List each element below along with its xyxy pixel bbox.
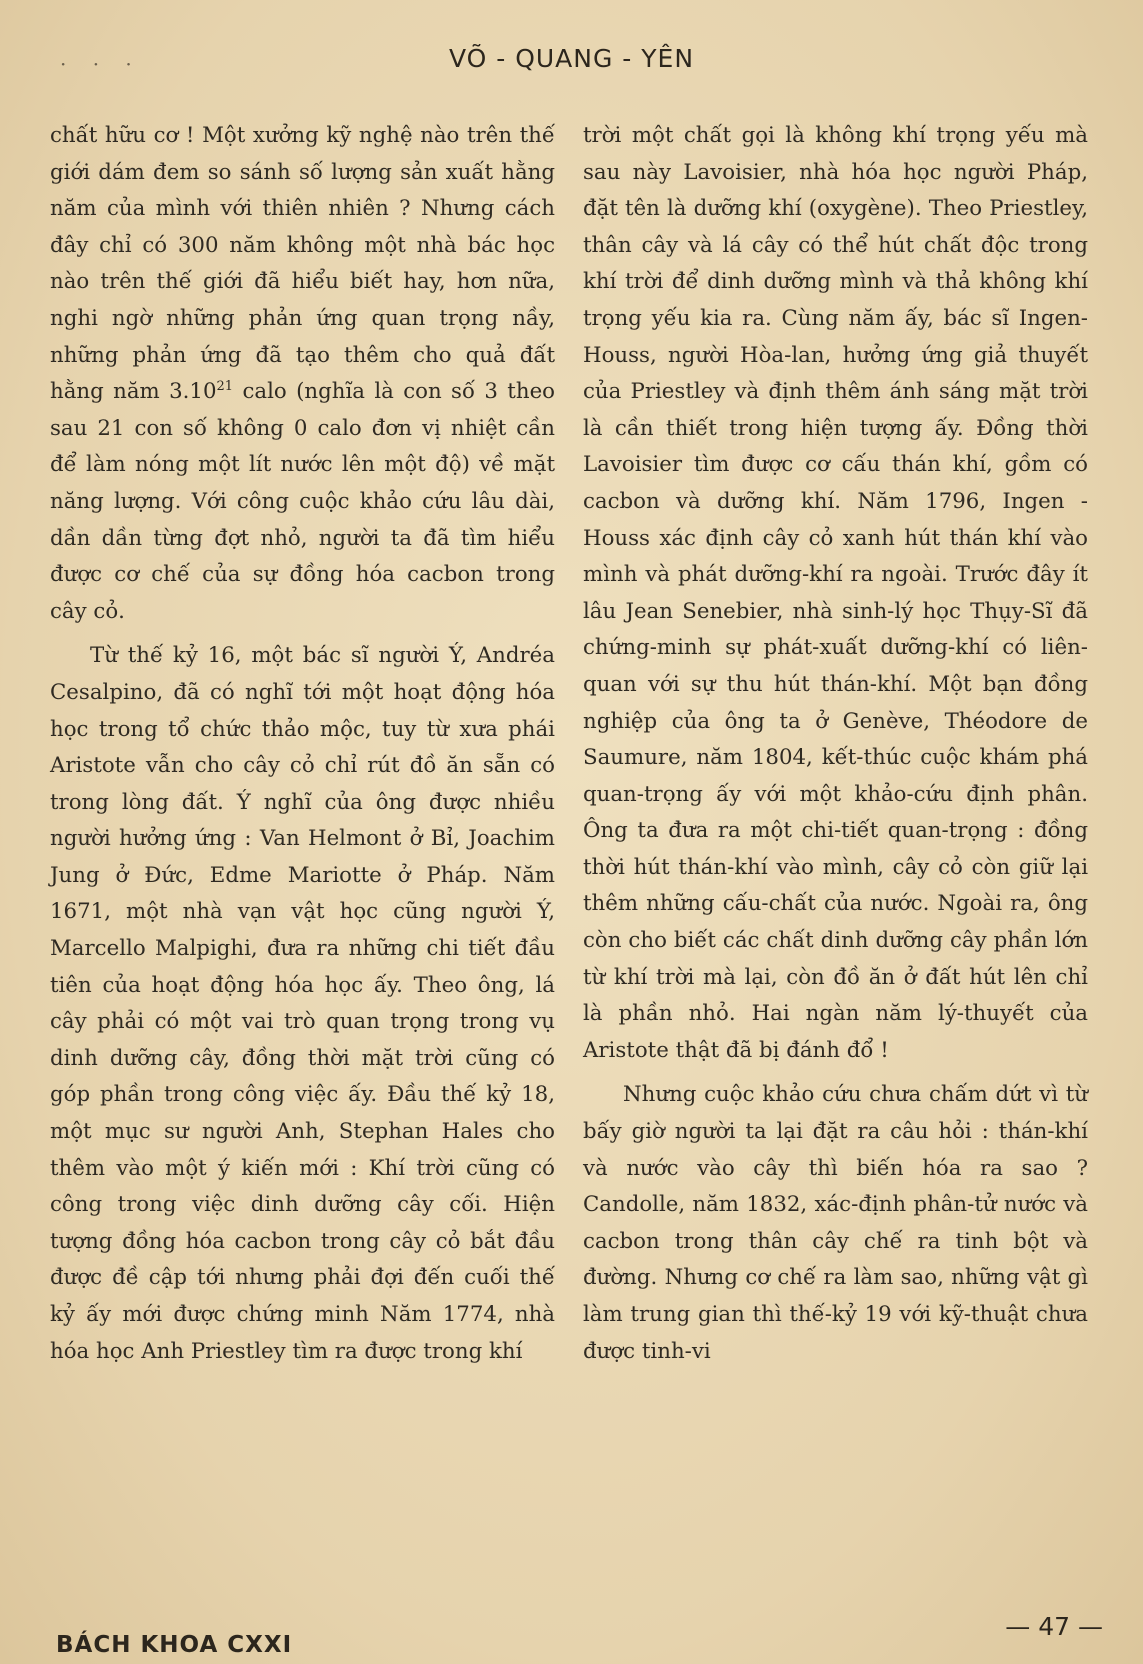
- left-paragraph-1: [50, 118, 555, 630]
- left-paragraph-1-text: chất hữu cơ ! Một xưởng kỹ nghệ nào trên thế giới dám đem so sánh số lượng sản xuất hằng năm của mình với thiên nhiên ? Nhưng cách đây chỉ có 300 năm không một nhà bác học nào trên thế giới đã hiểu biết hay, hơn nữa, nghi ngờ những phản ứng quan trọng nầy, những phản ứng đã tạo thêm cho quả đất hằng năm 3.10: [50, 123, 555, 405]
- right-paragraph-2: Nhưng cuộc khảo cứu chưa chấm dứt vì từ bấy giờ người ta lại đặt ra câu hỏi : thán-khí và nước vào cây thì biến hóa ra sao ? Candolle, năm 1832, xác-định phân-tử nước và cacbon trong thân cây chế ra tinh bột và đường. Nhưng cơ chế ra làm sao, những vật gì làm trung gian thì thế-kỷ 19 với kỹ-thuật chưa được tinh-vi: [583, 1082, 1088, 1364]
- magazine-issue: BÁCH KHOA CXXI: [56, 1632, 293, 1658]
- left-paragraph-1-end: calo (nghĩa là con số 3 theo sau 21 con số không 0 calo đơn vị nhiệt cần để làm nóng một lít nước lên một độ) về mặt năng lượng. Với công cuộc khảo cứu lâu dài, dần dần từng đợt nhỏ, người ta đã tìm hiểu được cơ chế của sự đồng hóa cacbon trong cây cỏ.: [50, 379, 555, 624]
- left-paragraph-2: Từ thế kỷ 16, một bác sĩ người Ý, Andréa Cesalpino, đã có nghĩ tới một hoạt động hóa học trong tổ chức thảo mộc, tuy từ xưa phái Aristote vẫn cho cây cỏ chỉ rút đồ ăn sẵn có trong lòng đất. Ý nghĩ của ông được nhiều người hưởng ứng : Van Helmont ở Bỉ, Joachim Jung ở Đức, Edme Mariotte ở Pháp. Năm 1671, một nhà vạn vật học cũng người Ý, Marcello Malpighi, đưa ra những chi tiết đầu tiên của hoạt động hóa học ấy. Theo ông, lá cây phải có một vai trò quan trọng trong vụ dinh dưỡng cây, đồng thời mặt trời cũng có góp phần trong công việc ấy. Đầu thế kỷ 18, một mục sư người Anh, Stephan Hales cho thêm vào một ý kiến mới : Khí trời cũng có công trong việc dinh dưỡng cây cối. Hiện tượng đồng hóa cacbon trong cây cỏ bắt đầu được đề cập tới nhưng phải đợi đến cuối thế kỷ ấy mới được chứng minh Năm 1774, nhà hóa học Anh Priestley tìm ra được trong khí: [50, 643, 555, 1364]
- page-header-author: VÕ - QUANG - YÊN: [448, 44, 695, 73]
- exponent: 21: [216, 379, 234, 395]
- left-column: [50, 118, 555, 1370]
- page-number: — 47 —: [1005, 1612, 1103, 1641]
- right-paragraph-1: trời một chất gọi là không khí trọng yếu mà sau này Lavoisier, nhà hóa học người Pháp, đặt tên là dưỡng khí (oxygène). Theo Priestley, thân cây và lá cây có thể hút chất độc trong khí trời để dinh dưỡng mình và thả không khí trọng yếu kia ra. Cùng năm ấy, bác sĩ Ingen-Houss, người Hòa-lan, hưởng ứng giả thuyết của Priestley và định thêm ánh sáng mặt trời là cần thiết trong hiện tượng ấy. Đồng thời Lavoisier tìm được cơ cấu thán khí, gồm có cacbon và dưỡng khí. Năm 1796, Ingen - Houss xác định cây cỏ xanh hút thán khí vào mình và phát dưỡng-khí ra ngoài. Trước đây ít lâu Jean Senebier, nhà sinh-lý học Thụy-Sĩ đã chứng-minh sự phát-xuất dưỡng-khí có liên-quan với sự thu hút thán-khí. Một bạn đồng nghiệp của ông ta ở Genève, Théodore de Saumure, năm 1804, kết-thúc cuộc khám phá quan-trọng ấy với một khảo-cứu định phân. Ông ta đưa ra một chi-tiết quan-trọng : đồng thời hút thán-khí vào mình, cây cỏ còn giữ lại thêm những cấu-chất của nước. Ngoài ra, ông còn cho biết các chất dinh dưỡng cây phần lớn từ khí trời mà lại, còn đồ ăn ở đất hút lên chỉ là phần nhỏ. Hai ngàn năm lý-thuyết của Aristote thật đã bị đánh đổ !: [583, 123, 1088, 1063]
- right-column: [583, 118, 1088, 1370]
- header-dots: · · ·: [60, 52, 142, 76]
